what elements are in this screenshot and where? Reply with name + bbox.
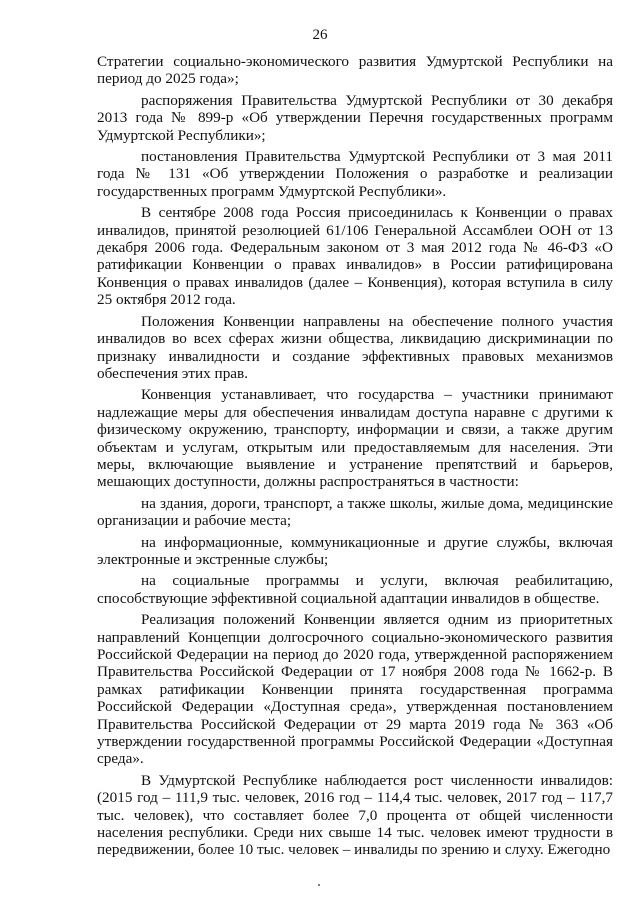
paragraph: на социальные программы и услуги, включая реабилитацию, способствующие эффективной социальной адаптации инвалидов в обществе. (97, 572, 613, 607)
paragraph: на здания, дороги, транспорт, а также школы, жилые дома, медицинские организации и рабочие места; (97, 494, 613, 530)
paragraph: В сентябре 2008 года Россия присоединилась к Конвенции о правах инвалидов, принятой резолюцией 61/106 Генеральной Ассамблеи ООН от 13 декабря 2006 года. Федеральным законом от 3 мая 2012 года № 46-ФЗ «О ратификации Конвенции о правах инвалидов» в России ратифицирована Конвенция о правах инвалидов (далее – Конвенция), которая вступила в силу 25 октября 2012 года. (97, 204, 613, 309)
paragraph: Стратегии социально-экономического развития Удмуртской Республики на период до 2025 года»; (97, 53, 613, 88)
paragraph: Положения Конвенции направлены на обеспечение полного участия инвалидов во всех сферах жизни общества, ликвидацию дискриминации по признаку инвалидности и создание эффективных правовых механизмов обеспечения этих прав. (97, 312, 613, 382)
paragraph: В Удмуртской Республике наблюдается рост численности инвалидов: (2015 год – 111,9 тыс. человек, 2016 год – 114,4 тыс. человек, 2017 год – 117,7 тыс. человек), что составляет более 7,0 процента от общей численности населения республики. Среди них свыше 14 тыс. человек имеют трудности в передвижении, более 10 тыс. человек – инвалиды по зрению и слуху. Ежегодно (97, 771, 613, 859)
page-number: 26 (312, 27, 328, 43)
document-body (97, 53, 613, 859)
paragraph: Конвенция устанавливает, что государства – участники принимают надлежащие меры для обеспечения инвалидам доступа наравне с другими к физическому окружению, транспорту, информации и связи, а также другим объектам и услугам, открытым или предоставляемым для населения. Эти меры, включающие выявление и устранение препятствий и барьеров, мешающих доступности, должны распространяться в частности: (97, 386, 613, 491)
scan-speck (318, 884, 320, 886)
paragraph: распоряжения Правительства Удмуртской Республики от 30 декабря 2013 года № 899-р «Об утверждении Перечня государственных программ Удмуртской Республики»; (97, 91, 613, 144)
paragraph: на информационные, коммуникационные и другие службы, включая электронные и экстренные службы; (97, 533, 613, 568)
paragraph: постановления Правительства Удмуртской Республики от 3 мая 2011 года № 131 «Об утверждении Положения о разработке и реализации государственных программ Удмуртской Республики». (97, 148, 613, 200)
paragraph: Реализация положений Конвенции является одним из приоритетных направлений Концепции долгосрочного социально-экономического развития Российской Федерации на период до 2020 года, утвержденной распоряжением Правительства Российской Федерации от 17 ноября 2008 года № 1662-р. В рамках ратификации Конвенции принята государственная программа Российской Федерации «Доступная среда», утвержденная постановлением Правительства Российской Федерации от 29 марта 2019 года № 363 «Об утверждении государственной программы Российской Федерации «Доступная среда». (97, 611, 613, 768)
